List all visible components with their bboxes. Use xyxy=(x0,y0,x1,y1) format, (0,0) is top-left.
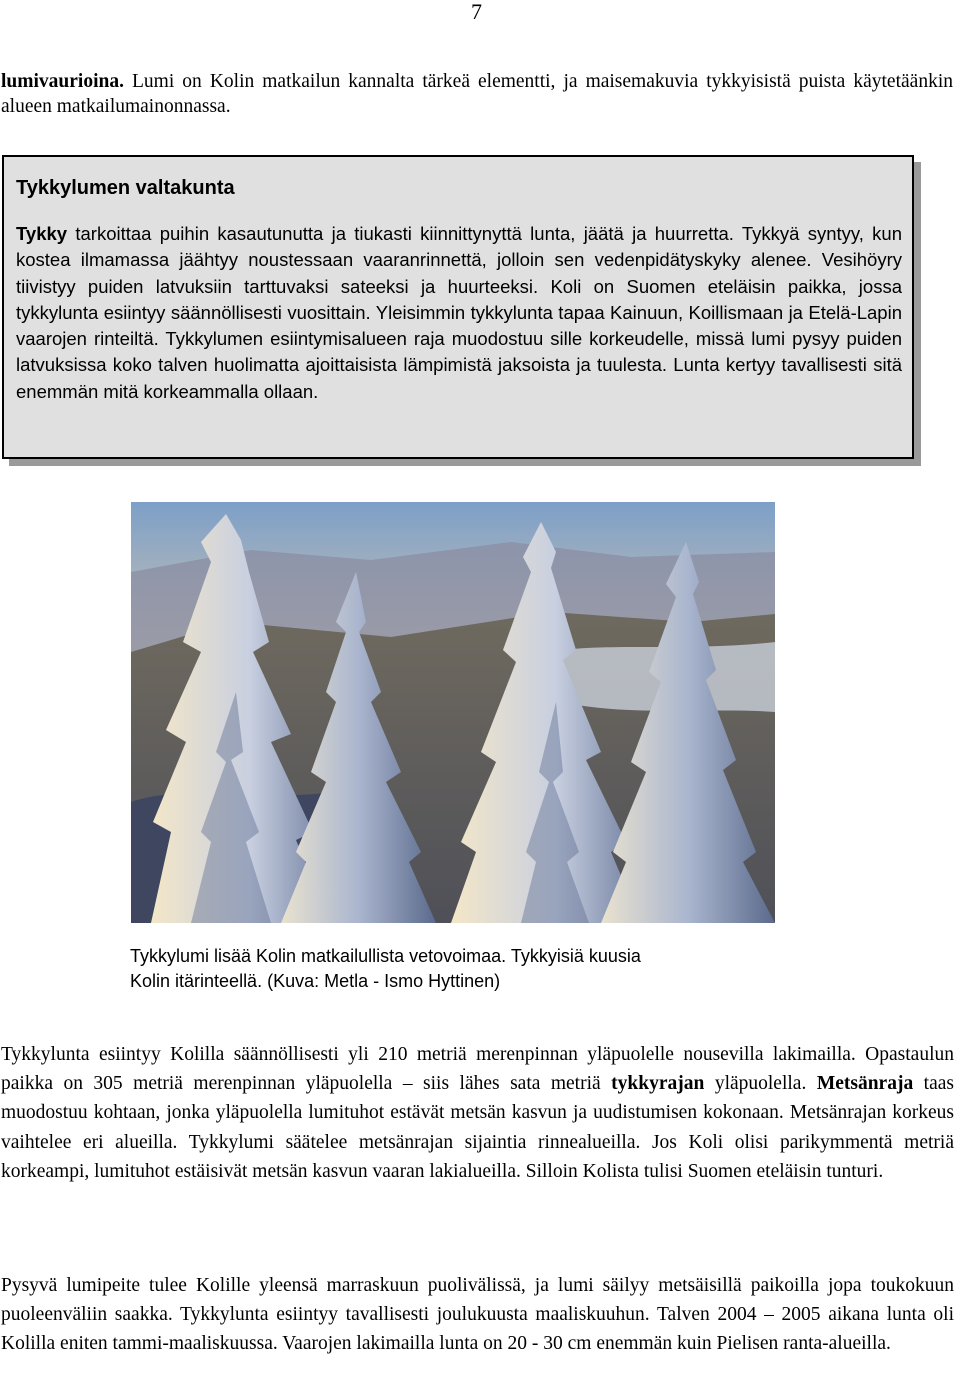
term-metsanraja: Metsänraja xyxy=(816,1073,914,1095)
body-paragraph-tykkyraja xyxy=(1,1040,954,1186)
info-box-term: Tykky xyxy=(16,223,68,244)
paragraph-1-text-a: Tykkylunta esiintyy Kolilla säännöllisesti yli 210 metriä merenpinnan yläpuolelle nousevilla lakimailla. Opastaulun paikka on 305 metriä merenpinnan yläpuolella – siis lähes sata metriä xyxy=(1,1044,954,1095)
caption-line-1: Tykkylumi lisää Kolin matkailullista vetovoimaa. Tykkyisiä kuusia xyxy=(130,946,641,966)
info-box xyxy=(2,155,914,459)
caption-line-2: Kolin itärinteellä. (Kuva: Metla - Ismo Hyttinen) xyxy=(130,971,501,991)
term-tykkyrajan: tykkyrajan xyxy=(611,1073,705,1095)
intro-text: Lumi on Kolin matkailun kannalta tärkeä elementti, ja maisemakuvia tykkyisistä puista käytetäänkin alueen matkailumainonnassa. xyxy=(1,71,953,117)
info-box-title: Tykkylumen valtakunta xyxy=(16,177,235,199)
body-paragraph-lumipeite: Pysyvä lumipeite tulee Kolille yleensä marraskuun puolivälissä, ja lumi säilyy metsäisillä paikoilla jopa toukokuun puoleenväliin saakka. Tykkylunta esiintyy tavallisesti joulukuusta maaliskuuhun. Talven 2004 – 2005 aikana lunta oli Kolilla eniten tammi-maaliskuussa. Vaarojen lakimailla lunta on 20 - 30 cm enemmän kuin Pielisen ranta-alueilla. xyxy=(1,1275,954,1355)
intro-paragraph xyxy=(1,69,953,119)
paragraph-1-text-b: yläpuolella. xyxy=(704,1073,817,1095)
intro-bold-lead: lumivaurioina. xyxy=(1,71,124,92)
photo-caption xyxy=(130,944,750,994)
paragraph-1-text-c: taas muodostuu kohtaan, jonka yläpuolella lumituhot estävät metsän kasvun ja uudistumisen kokonaan. Metsänrajan korkeus vaihtelee eri alueilla. Tykkylumi säätelee metsänrajan sijaintia rinnealueilla. Jos Koli olisi parikymmentä metriä korkeampi, lumituhot estäisivät metsän kasvun vaaran lakialueilla. Silloin Kolista tulisi Suomen eteläisin tunturi. xyxy=(1,1073,954,1182)
info-box-body xyxy=(16,221,902,405)
info-box-text: tarkoittaa puihin kasautunutta ja tiukasti kiinnittynyttä lunta, jäätä ja huurretta. Tykkyä syntyy, kun kostea ilmamassa jäähtyy noustessaan vaaranrinnettä, jolloin sen vedenpidätyskyky alenee. Vesihöyry tiivistyy puiden latvuksiin tarttuvaksi sateeksi ja huurteeksi. Koli on Suomen eteläisin paikka, jossa tykkylunta esiintyy säännöllisesti vuosittain. Yleisimmin tykkylunta tapaa Kainuun, Koillismaan ja Etelä-Lapin vaarojen rinteiltä. Tykkylumen esiintymisalueen raja muodostuu sille korkeudelle, missä lumi pysyy puiden latvuksissa koko talven huolimatta ajoittaisista lämpimistä jaksoista ja tuulesta. Lunta kertyy tavallisesti sitä enemmän mitä korkeammalla ollaan. xyxy=(16,223,902,402)
page-number: 7 xyxy=(471,0,482,24)
snow-covered-spruces-photo xyxy=(131,502,775,923)
